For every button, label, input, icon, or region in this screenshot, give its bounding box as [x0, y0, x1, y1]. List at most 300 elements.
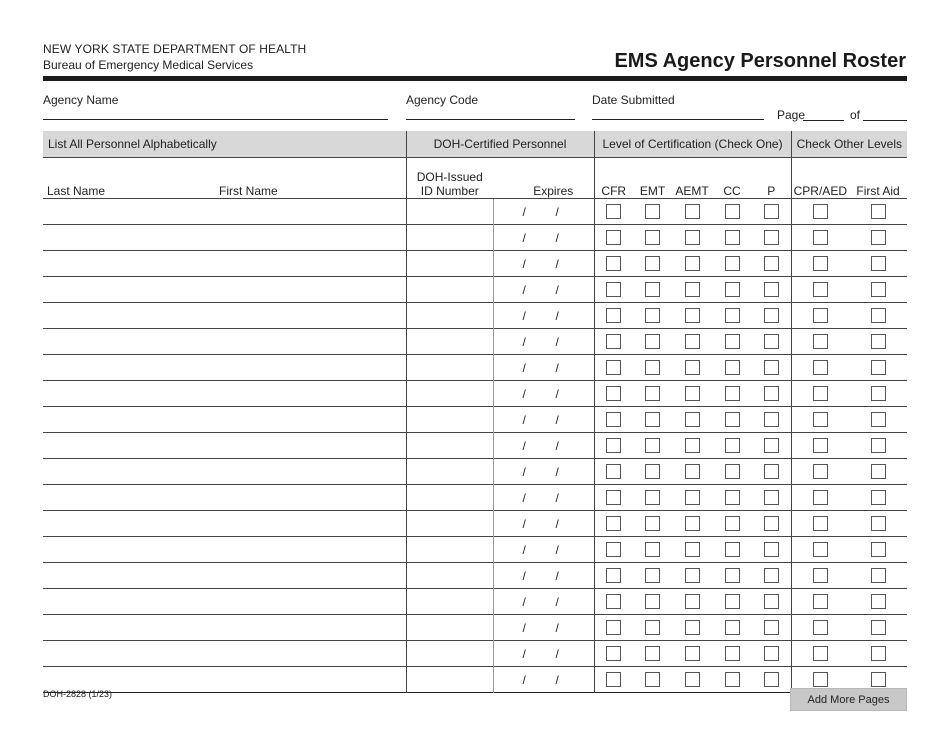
- cc-cell: [712, 355, 752, 381]
- cpr-aed-checkbox[interactable]: [813, 516, 828, 531]
- p-cell: [752, 511, 791, 537]
- date-separator: /: [555, 517, 559, 531]
- table-row: [43, 407, 907, 433]
- first-aid-checkbox[interactable]: [871, 568, 886, 583]
- cc-cell: [712, 225, 752, 251]
- p-checkbox[interactable]: [764, 646, 779, 661]
- last-name-cell[interactable]: [43, 251, 217, 277]
- first-aid-checkbox[interactable]: [871, 282, 886, 297]
- aemt-checkbox[interactable]: [685, 568, 700, 583]
- aemt-checkbox[interactable]: [685, 672, 700, 687]
- aemt-checkbox[interactable]: [685, 516, 700, 531]
- cfr-checkbox[interactable]: [606, 464, 621, 479]
- cpr-aed-checkbox[interactable]: [813, 438, 828, 453]
- cc-checkbox[interactable]: [725, 646, 740, 661]
- emt-cell: [633, 303, 672, 329]
- expires-cell[interactable]: [493, 615, 594, 641]
- aemt-checkbox[interactable]: [685, 594, 700, 609]
- page-number-field[interactable]: [803, 120, 844, 121]
- date-separator: /: [555, 621, 559, 635]
- p-checkbox[interactable]: [764, 360, 779, 375]
- aemt-checkbox[interactable]: [685, 204, 700, 219]
- first-name-cell[interactable]: [217, 225, 406, 251]
- emt-checkbox[interactable]: [645, 594, 660, 609]
- last-name-cell[interactable]: [43, 381, 217, 407]
- first-aid-cell: [849, 459, 907, 485]
- aemt-checkbox[interactable]: [685, 256, 700, 271]
- first-aid-checkbox[interactable]: [871, 646, 886, 661]
- expires-cell[interactable]: [493, 537, 594, 563]
- cfr-checkbox[interactable]: [606, 542, 621, 557]
- id-number-cell[interactable]: [406, 615, 493, 641]
- cc-checkbox[interactable]: [725, 594, 740, 609]
- first-aid-checkbox[interactable]: [871, 438, 886, 453]
- first-aid-checkbox[interactable]: [871, 360, 886, 375]
- expires-cell[interactable]: [493, 563, 594, 589]
- aemt-checkbox[interactable]: [685, 490, 700, 505]
- cfr-checkbox[interactable]: [606, 386, 621, 401]
- cfr-checkbox[interactable]: [606, 490, 621, 505]
- cfr-checkbox[interactable]: [606, 646, 621, 661]
- aemt-checkbox[interactable]: [685, 308, 700, 323]
- emt-cell: [633, 329, 672, 355]
- table-row: [43, 563, 907, 589]
- p-checkbox[interactable]: [764, 568, 779, 583]
- cc-cell: [712, 433, 752, 459]
- cpr-aed-cell: [791, 563, 849, 589]
- first-name-cell[interactable]: [217, 563, 406, 589]
- id-number-cell[interactable]: [406, 303, 493, 329]
- id-number-cell[interactable]: [406, 277, 493, 303]
- id-number-cell[interactable]: [406, 667, 493, 693]
- emt-cell: [633, 199, 672, 225]
- cc-checkbox[interactable]: [725, 230, 740, 245]
- cc-checkbox[interactable]: [725, 438, 740, 453]
- cpr-aed-checkbox[interactable]: [813, 334, 828, 349]
- id-number-cell[interactable]: [406, 563, 493, 589]
- cc-checkbox[interactable]: [725, 256, 740, 271]
- cfr-checkbox[interactable]: [606, 360, 621, 375]
- last-name-cell[interactable]: [43, 641, 217, 667]
- first-name-cell[interactable]: [217, 407, 406, 433]
- table-row: [43, 433, 907, 459]
- add-more-pages-button[interactable]: Add More Pages: [790, 688, 907, 711]
- cc-checkbox[interactable]: [725, 282, 740, 297]
- aemt-checkbox[interactable]: [685, 386, 700, 401]
- cfr-checkbox[interactable]: [606, 412, 621, 427]
- emt-cell: [633, 407, 672, 433]
- first-name-cell[interactable]: [217, 667, 406, 693]
- first-name-cell[interactable]: [217, 329, 406, 355]
- p-checkbox[interactable]: [764, 256, 779, 271]
- last-name-cell[interactable]: [43, 277, 217, 303]
- expires-cell[interactable]: [493, 225, 594, 251]
- emt-cell: [633, 563, 672, 589]
- last-name-cell[interactable]: [43, 537, 217, 563]
- cpr-aed-checkbox[interactable]: [813, 386, 828, 401]
- emt-cell: [633, 589, 672, 615]
- cpr-aed-checkbox[interactable]: [813, 256, 828, 271]
- first-name-cell[interactable]: [217, 251, 406, 277]
- last-name-cell[interactable]: [43, 511, 217, 537]
- last-name-cell[interactable]: [43, 303, 217, 329]
- last-name-cell[interactable]: [43, 589, 217, 615]
- bureau-name: Bureau of Emergency Medical Services: [43, 58, 254, 72]
- p-cell: [752, 381, 791, 407]
- p-checkbox[interactable]: [764, 464, 779, 479]
- cfr-cell: [594, 459, 633, 485]
- expires-cell[interactable]: [493, 589, 594, 615]
- col-id-number: [406, 158, 493, 199]
- last-name-cell[interactable]: [43, 615, 217, 641]
- cpr-aed-checkbox[interactable]: [813, 204, 828, 219]
- emt-checkbox[interactable]: [645, 438, 660, 453]
- table-row: [43, 381, 907, 407]
- cfr-checkbox[interactable]: [606, 308, 621, 323]
- cc-checkbox[interactable]: [725, 204, 740, 219]
- expires-cell[interactable]: [493, 433, 594, 459]
- emt-checkbox[interactable]: [645, 516, 660, 531]
- emt-cell: [633, 225, 672, 251]
- cfr-checkbox[interactable]: [606, 230, 621, 245]
- date-submitted-label: Date Submitted: [592, 93, 675, 107]
- last-name-cell[interactable]: [43, 355, 217, 381]
- cfr-checkbox[interactable]: [606, 204, 621, 219]
- first-name-cell[interactable]: [217, 355, 406, 381]
- col-emt: EMT: [639, 184, 666, 198]
- last-name-cell[interactable]: [43, 485, 217, 511]
- date-separator: /: [522, 673, 526, 687]
- first-aid-cell: [849, 537, 907, 563]
- cfr-checkbox[interactable]: [606, 568, 621, 583]
- agency-name-label: Agency Name: [43, 93, 119, 107]
- emt-checkbox[interactable]: [645, 464, 660, 479]
- cpr-aed-checkbox[interactable]: [813, 620, 828, 635]
- first-aid-checkbox[interactable]: [871, 464, 886, 479]
- last-name-cell[interactable]: [43, 199, 217, 225]
- cfr-checkbox[interactable]: [606, 438, 621, 453]
- cpr-aed-checkbox[interactable]: [813, 464, 828, 479]
- cfr-checkbox[interactable]: [606, 620, 621, 635]
- expires-cell[interactable]: [493, 355, 594, 381]
- first-aid-checkbox[interactable]: [871, 490, 886, 505]
- col-cc: CC: [723, 184, 741, 198]
- id-number-cell[interactable]: [406, 641, 493, 667]
- cpr-aed-checkbox[interactable]: [813, 646, 828, 661]
- last-name-cell[interactable]: [43, 459, 217, 485]
- emt-checkbox[interactable]: [645, 542, 660, 557]
- date-separator: /: [522, 387, 526, 401]
- aemt-checkbox[interactable]: [685, 438, 700, 453]
- emt-checkbox[interactable]: [645, 360, 660, 375]
- cfr-checkbox[interactable]: [606, 672, 621, 687]
- first-aid-checkbox[interactable]: [871, 256, 886, 271]
- id-number-cell[interactable]: [406, 589, 493, 615]
- first-name-cell[interactable]: [217, 459, 406, 485]
- first-aid-checkbox[interactable]: [871, 542, 886, 557]
- expires-cell[interactable]: [493, 407, 594, 433]
- cpr-aed-checkbox[interactable]: [813, 360, 828, 375]
- cpr-aed-checkbox[interactable]: [813, 542, 828, 557]
- p-checkbox[interactable]: [764, 438, 779, 453]
- date-separator: /: [555, 647, 559, 661]
- expires-cell[interactable]: [493, 641, 594, 667]
- p-checkbox[interactable]: [764, 386, 779, 401]
- emt-checkbox[interactable]: [645, 412, 660, 427]
- first-aid-cell: [849, 433, 907, 459]
- cc-checkbox[interactable]: [725, 386, 740, 401]
- emt-checkbox[interactable]: [645, 646, 660, 661]
- cpr-aed-checkbox[interactable]: [813, 412, 828, 427]
- cc-checkbox[interactable]: [725, 620, 740, 635]
- cc-checkbox[interactable]: [725, 308, 740, 323]
- id-number-cell[interactable]: [406, 511, 493, 537]
- id-number-cell[interactable]: [406, 459, 493, 485]
- expires-cell[interactable]: [493, 251, 594, 277]
- first-name-cell[interactable]: [217, 277, 406, 303]
- first-aid-checkbox[interactable]: [871, 204, 886, 219]
- cfr-cell: [594, 277, 633, 303]
- aemt-checkbox[interactable]: [685, 334, 700, 349]
- emt-checkbox[interactable]: [645, 204, 660, 219]
- cfr-cell: [594, 199, 633, 225]
- aemt-checkbox[interactable]: [685, 230, 700, 245]
- last-name-cell[interactable]: [43, 407, 217, 433]
- first-name-cell[interactable]: [217, 433, 406, 459]
- cfr-checkbox[interactable]: [606, 282, 621, 297]
- p-checkbox[interactable]: [764, 594, 779, 609]
- p-checkbox[interactable]: [764, 412, 779, 427]
- expires-cell[interactable]: [493, 459, 594, 485]
- p-cell: [752, 589, 791, 615]
- date-separator: /: [522, 517, 526, 531]
- first-name-cell[interactable]: [217, 511, 406, 537]
- aemt-checkbox[interactable]: [685, 360, 700, 375]
- first-name-cell[interactable]: [217, 485, 406, 511]
- p-checkbox[interactable]: [764, 334, 779, 349]
- aemt-cell: [672, 433, 712, 459]
- cc-checkbox[interactable]: [725, 334, 740, 349]
- cc-checkbox[interactable]: [725, 568, 740, 583]
- form-title: EMS Agency Personnel Roster: [614, 50, 906, 72]
- aemt-cell: [672, 355, 712, 381]
- first-name-cell[interactable]: [217, 199, 406, 225]
- p-checkbox[interactable]: [764, 542, 779, 557]
- p-checkbox[interactable]: [764, 230, 779, 245]
- aemt-cell: [672, 407, 712, 433]
- date-separator: /: [522, 465, 526, 479]
- table-row: [43, 199, 907, 225]
- expires-cell[interactable]: [493, 199, 594, 225]
- date-separator: /: [522, 621, 526, 635]
- p-cell: [752, 355, 791, 381]
- first-aid-cell: [849, 381, 907, 407]
- date-separator: /: [555, 231, 559, 245]
- first-name-cell[interactable]: [217, 381, 406, 407]
- p-checkbox[interactable]: [764, 620, 779, 635]
- cc-cell: [712, 537, 752, 563]
- last-name-cell[interactable]: [43, 563, 217, 589]
- date-separator: /: [522, 595, 526, 609]
- cfr-checkbox[interactable]: [606, 334, 621, 349]
- first-aid-checkbox[interactable]: [871, 594, 886, 609]
- id-number-cell[interactable]: [406, 381, 493, 407]
- cc-checkbox[interactable]: [725, 542, 740, 557]
- cfr-cell: [594, 563, 633, 589]
- id-number-cell[interactable]: [406, 433, 493, 459]
- expires-cell[interactable]: [493, 381, 594, 407]
- date-separator: /: [522, 231, 526, 245]
- table-row: [43, 641, 907, 667]
- last-name-cell[interactable]: [43, 329, 217, 355]
- cfr-checkbox[interactable]: [606, 516, 621, 531]
- aemt-checkbox[interactable]: [685, 646, 700, 661]
- date-separator: /: [555, 257, 559, 271]
- first-aid-checkbox[interactable]: [871, 516, 886, 531]
- date-submitted-field[interactable]: [592, 119, 764, 120]
- first-name-cell[interactable]: [217, 589, 406, 615]
- first-aid-cell: [849, 615, 907, 641]
- first-name-cell[interactable]: [217, 641, 406, 667]
- first-aid-checkbox[interactable]: [871, 334, 886, 349]
- personnel-roster-table: [43, 131, 907, 693]
- date-separator: /: [522, 309, 526, 323]
- id-number-cell[interactable]: [406, 407, 493, 433]
- cc-cell: [712, 407, 752, 433]
- cpr-aed-cell: [791, 433, 849, 459]
- emt-checkbox[interactable]: [645, 620, 660, 635]
- date-separator: /: [555, 673, 559, 687]
- emt-checkbox[interactable]: [645, 672, 660, 687]
- first-name-cell[interactable]: [217, 615, 406, 641]
- id-number-cell[interactable]: [406, 485, 493, 511]
- date-separator: /: [555, 205, 559, 219]
- id-number-cell[interactable]: [406, 329, 493, 355]
- cfr-checkbox[interactable]: [606, 594, 621, 609]
- aemt-cell: [672, 511, 712, 537]
- expires-cell[interactable]: [493, 329, 594, 355]
- last-name-cell[interactable]: [43, 225, 217, 251]
- expires-cell[interactable]: [493, 277, 594, 303]
- first-name-cell[interactable]: [217, 303, 406, 329]
- emt-cell: [633, 615, 672, 641]
- aemt-checkbox[interactable]: [685, 620, 700, 635]
- org-name: NEW YORK STATE DEPARTMENT OF HEALTH: [43, 42, 307, 56]
- emt-checkbox[interactable]: [645, 568, 660, 583]
- emt-checkbox[interactable]: [645, 308, 660, 323]
- cpr-aed-cell: [791, 199, 849, 225]
- expires-cell[interactable]: [493, 303, 594, 329]
- id-number-cell[interactable]: [406, 355, 493, 381]
- date-separator: /: [555, 465, 559, 479]
- cpr-aed-checkbox[interactable]: [813, 568, 828, 583]
- cfr-checkbox[interactable]: [606, 256, 621, 271]
- p-checkbox[interactable]: [764, 516, 779, 531]
- table-row: [43, 251, 907, 277]
- date-separator: /: [555, 595, 559, 609]
- cc-checkbox[interactable]: [725, 490, 740, 505]
- cc-checkbox[interactable]: [725, 516, 740, 531]
- first-aid-cell: [849, 589, 907, 615]
- date-separator: /: [555, 439, 559, 453]
- emt-checkbox[interactable]: [645, 490, 660, 505]
- cc-checkbox[interactable]: [725, 360, 740, 375]
- date-separator: /: [555, 335, 559, 349]
- cpr-aed-checkbox[interactable]: [813, 282, 828, 297]
- cpr-aed-checkbox[interactable]: [813, 308, 828, 323]
- cfr-cell: [594, 303, 633, 329]
- first-aid-checkbox[interactable]: [871, 412, 886, 427]
- p-checkbox[interactable]: [764, 490, 779, 505]
- first-aid-cell: [849, 277, 907, 303]
- id-number-cell[interactable]: [406, 537, 493, 563]
- emt-checkbox[interactable]: [645, 282, 660, 297]
- p-checkbox[interactable]: [764, 204, 779, 219]
- emt-cell: [633, 641, 672, 667]
- cfr-cell: [594, 251, 633, 277]
- cpr-aed-checkbox[interactable]: [813, 490, 828, 505]
- id-number-cell[interactable]: [406, 199, 493, 225]
- cc-checkbox[interactable]: [725, 464, 740, 479]
- cc-checkbox[interactable]: [725, 412, 740, 427]
- first-aid-checkbox[interactable]: [871, 386, 886, 401]
- emt-checkbox[interactable]: [645, 386, 660, 401]
- emt-checkbox[interactable]: [645, 334, 660, 349]
- table-row: [43, 537, 907, 563]
- id-number-cell[interactable]: [406, 225, 493, 251]
- aemt-cell: [672, 641, 712, 667]
- cfr-cell: [594, 355, 633, 381]
- aemt-checkbox[interactable]: [685, 542, 700, 557]
- aemt-checkbox[interactable]: [685, 412, 700, 427]
- last-name-cell[interactable]: [43, 433, 217, 459]
- aemt-cell: [672, 251, 712, 277]
- cc-cell: [712, 303, 752, 329]
- expires-cell[interactable]: [493, 511, 594, 537]
- cpr-aed-checkbox[interactable]: [813, 672, 828, 687]
- first-aid-cell: [849, 225, 907, 251]
- cpr-aed-cell: [791, 381, 849, 407]
- id-number-cell[interactable]: [406, 251, 493, 277]
- emt-checkbox[interactable]: [645, 230, 660, 245]
- first-aid-checkbox[interactable]: [871, 620, 886, 635]
- p-checkbox[interactable]: [764, 308, 779, 323]
- expires-cell[interactable]: [493, 667, 594, 693]
- aemt-checkbox[interactable]: [685, 464, 700, 479]
- p-checkbox[interactable]: [764, 672, 779, 687]
- cpr-aed-checkbox[interactable]: [813, 230, 828, 245]
- first-aid-checkbox[interactable]: [871, 230, 886, 245]
- cc-checkbox[interactable]: [725, 672, 740, 687]
- aemt-checkbox[interactable]: [685, 282, 700, 297]
- agency-name-field[interactable]: [43, 119, 388, 120]
- cfr-cell: [594, 407, 633, 433]
- first-aid-checkbox[interactable]: [871, 308, 886, 323]
- first-name-cell[interactable]: [217, 537, 406, 563]
- emt-checkbox[interactable]: [645, 256, 660, 271]
- cpr-aed-checkbox[interactable]: [813, 594, 828, 609]
- p-checkbox[interactable]: [764, 282, 779, 297]
- aemt-cell: [672, 667, 712, 693]
- page-total-field[interactable]: [863, 120, 907, 121]
- agency-code-field[interactable]: [406, 119, 575, 120]
- cc-cell: [712, 199, 752, 225]
- expires-cell[interactable]: [493, 485, 594, 511]
- cpr-aed-cell: [791, 407, 849, 433]
- first-aid-checkbox[interactable]: [871, 672, 886, 687]
- cfr-cell: [594, 433, 633, 459]
- table-row: [43, 277, 907, 303]
